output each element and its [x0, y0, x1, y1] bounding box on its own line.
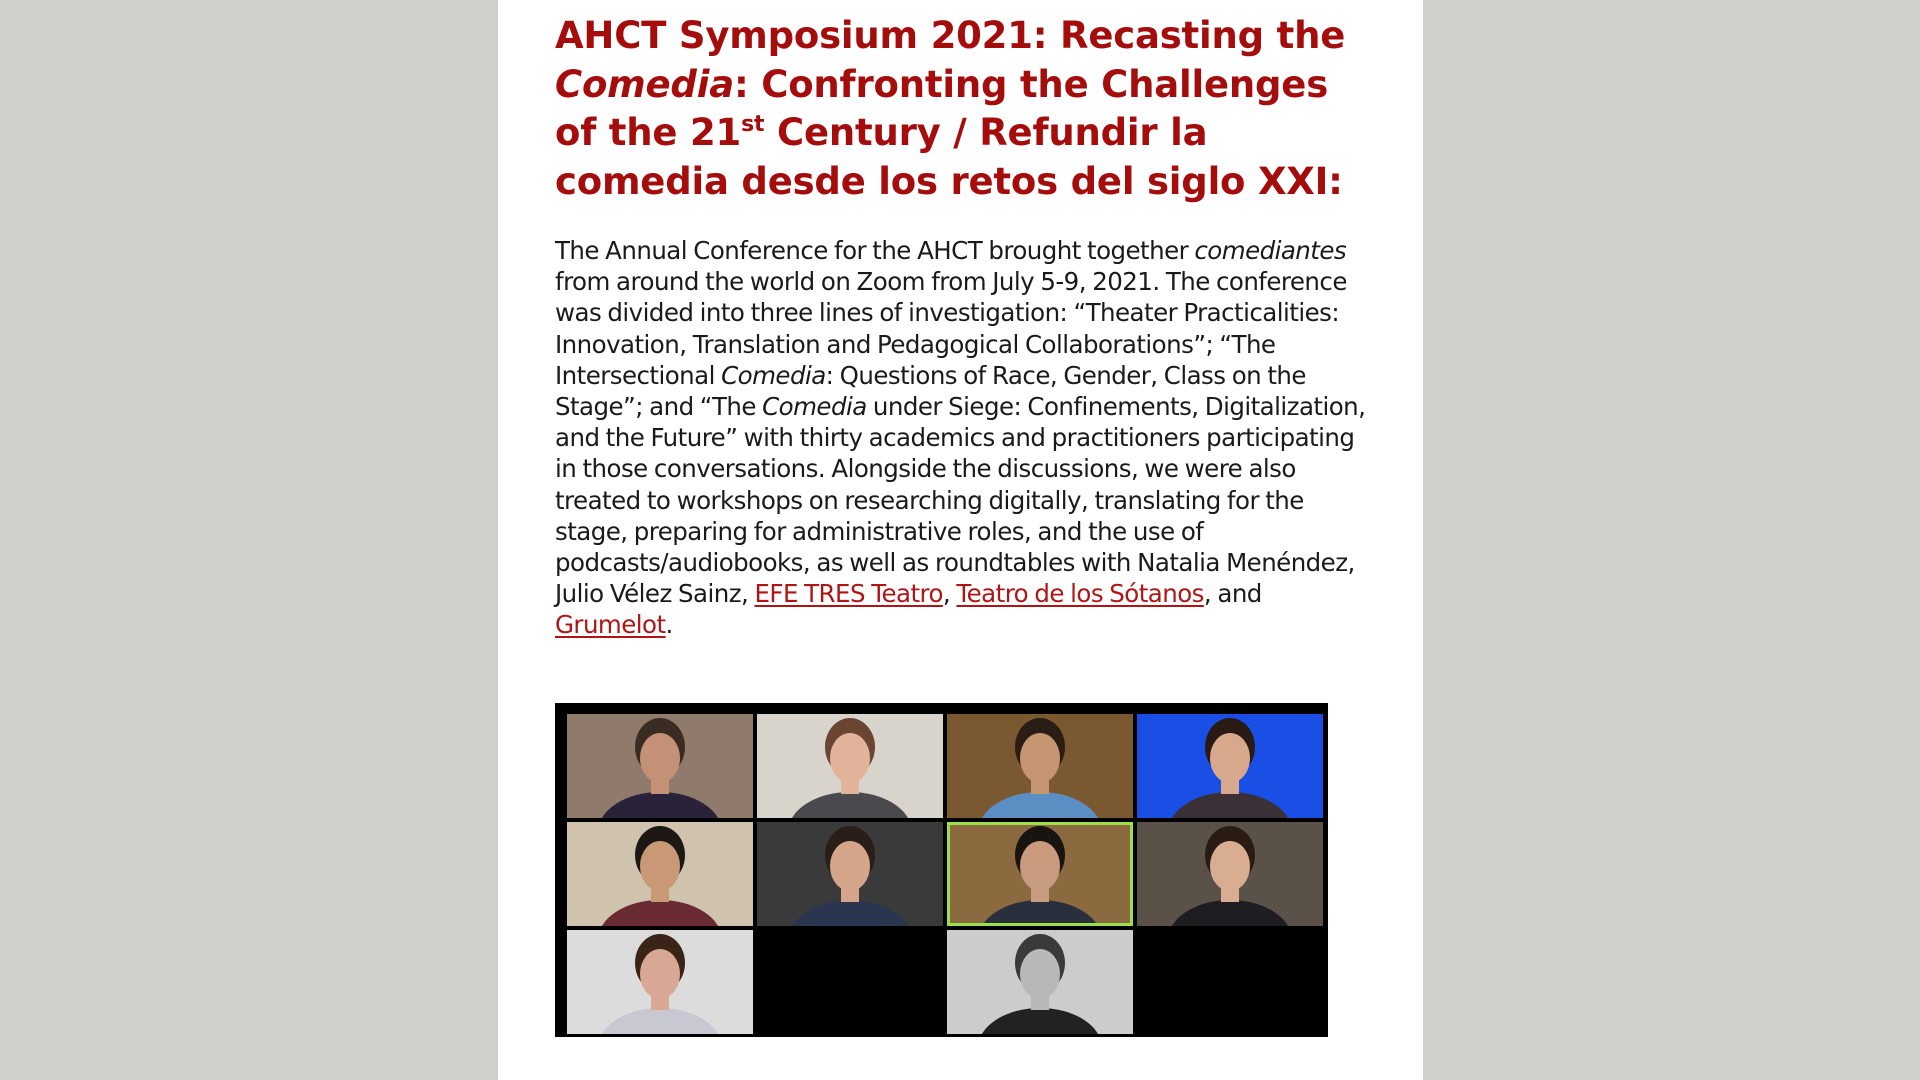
body-text-run: , [942, 579, 957, 609]
body-text-run: from around the world on Zoom from July 5-9, 2021. The conference was divided into three lines of investigation: “Theater Practicalities: Innovation, Translation and Pedagogical Collaborations”; “The Intersectional [555, 267, 1347, 390]
participant-video-tile [757, 822, 943, 926]
participant-face [830, 733, 870, 783]
participant-video-tile [567, 714, 753, 818]
participant-face [1020, 841, 1060, 891]
participant-avatar-icon [947, 930, 1133, 1034]
link-efe-tres-teatro[interactable]: EFE TRES Teatro [754, 579, 943, 609]
participant-avatar-icon [567, 714, 753, 818]
participant-avatar-icon [947, 822, 1133, 926]
body-italic-run: comediantes [1194, 236, 1347, 265]
participant-avatar-icon [1137, 822, 1323, 926]
title-text: Century / Refundir la comedia desde los retos del siglo XXI: [555, 111, 1343, 203]
participant-video-tile [567, 822, 753, 926]
participant-face [1210, 841, 1250, 891]
participant-video-tile [947, 714, 1133, 818]
link-teatro-de-los-sotanos[interactable]: Teatro de los Sótanos [956, 579, 1204, 609]
participant-video-tile [1137, 714, 1323, 818]
body-italic-run: Comedia [762, 392, 867, 422]
zoom-screenshot [555, 703, 1328, 1037]
title-superscript: st [741, 112, 765, 137]
participant-face [1020, 949, 1060, 999]
title-italic-comedia: Comedia [555, 62, 734, 106]
article-body [555, 235, 1367, 641]
participant-video-tile [947, 930, 1133, 1034]
participant-face [640, 949, 680, 999]
participant-face [830, 841, 870, 891]
body-text-run: . [665, 610, 673, 640]
participant-avatar-icon [567, 822, 753, 926]
article-page [498, 0, 1423, 1080]
body-text-run: under Siege: Confinements, Digitalization, and the Future” with thirty academics and practitioners participating in those conversations. Alongside the discussions, we were also treated to workshops on researching digitally, translating for the stage, preparing for administrative roles, and the use of podcasts/audiobooks, as well as roundtables with Natalia Menéndez, Julio Vélez Sainz, [555, 392, 1366, 609]
body-text-run: , and [1203, 579, 1262, 609]
body-text-run: : Questions of Race, Gender, Class on the Stage”; and “The [555, 360, 1306, 422]
participant-video-tile [1137, 822, 1323, 926]
link-grumelot[interactable]: Grumelot [555, 610, 666, 640]
participant-face [1210, 733, 1250, 783]
participant-avatar-icon [757, 822, 943, 926]
article-title [555, 12, 1375, 206]
participant-video-tile [567, 930, 753, 1034]
participant-avatar-icon [1137, 714, 1323, 818]
participant-face [640, 733, 680, 783]
participant-avatar-icon [947, 714, 1133, 818]
participant-video-tile [947, 822, 1133, 926]
participant-face [1020, 733, 1060, 783]
participant-video-tile [757, 714, 943, 818]
participant-avatar-icon [567, 930, 753, 1034]
participant-avatar-icon [757, 714, 943, 818]
body-text-run: The Annual Conference for the AHCT brought together [555, 236, 1195, 265]
title-text: : Confronting the Challenges of the 21 [555, 62, 1329, 154]
body-italic-run: Comedia [721, 360, 826, 390]
title-text: AHCT Symposium 2021: Recasting the [555, 14, 1346, 57]
participant-face [640, 841, 680, 891]
